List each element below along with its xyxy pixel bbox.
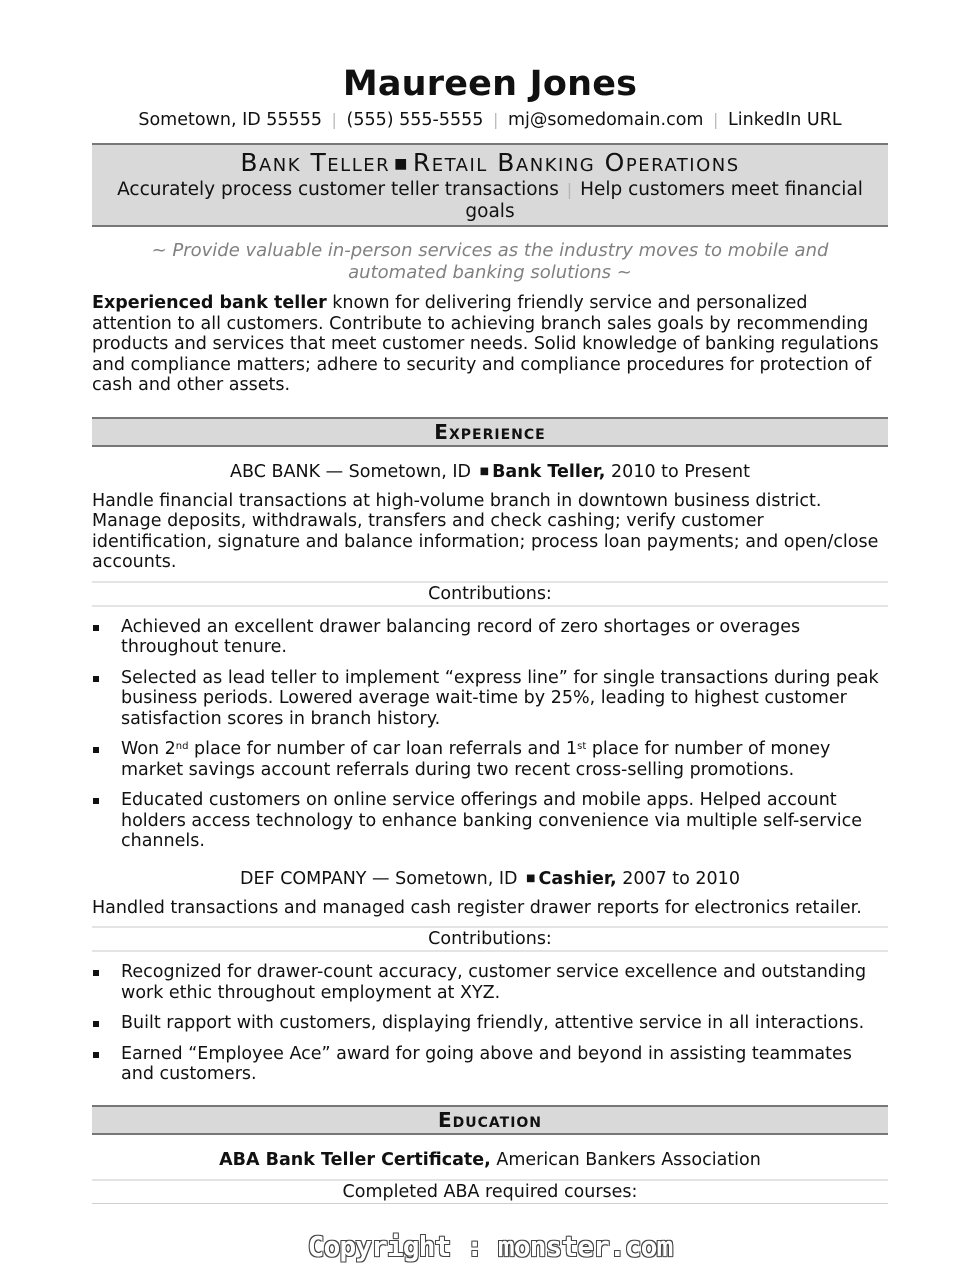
bullet-text	[121, 739, 830, 780]
headline-subtitle	[100, 179, 880, 223]
list-item	[92, 739, 888, 780]
education-heading: Education	[92, 1105, 888, 1135]
job-dates: 2007 to 2010	[622, 868, 740, 889]
contributions-list	[92, 617, 888, 852]
text-part: place for number of money market savings account referrals during two recent cross-selling promotions.	[121, 739, 831, 780]
contributions-list	[92, 962, 888, 1085]
ordinal-suffix: nd	[175, 741, 189, 752]
headline-separator: |	[566, 180, 573, 199]
square-bullet-icon	[93, 970, 99, 976]
summary-text: known for delivering friendly service and personalized attention to all customers. Contribute to achieving branch sales goals by recommending products and services that meet customer needs. Solid knowledge of banking regulations and compliance matters; adhere to security and compliance procedures for protection of cash and other assets.	[92, 293, 879, 395]
experience-heading: Experience	[92, 417, 888, 447]
list-item	[92, 617, 888, 658]
square-bullet-icon: ■	[526, 872, 536, 884]
contributions-label: Contributions:	[92, 581, 888, 607]
bullet-text: Earned “Employee Ace” award for going above and beyond in assisting teammates and customers.	[121, 1043, 852, 1084]
square-bullet-icon	[93, 676, 99, 682]
courses-label: Completed ABA required courses:	[92, 1179, 888, 1204]
tagline: ~ Provide valuable in-person services as the industry moves to mobile and automated banking solutions ~	[151, 240, 829, 283]
job-header	[92, 461, 888, 483]
contact-linkedin[interactable]: LinkedIn URL	[728, 110, 842, 130]
list-item	[92, 1044, 888, 1085]
square-bullet-icon: ■	[479, 465, 490, 477]
text-part: Won 2	[121, 739, 176, 759]
square-bullet-icon	[93, 625, 99, 631]
square-bullet-icon	[93, 1021, 99, 1027]
bullet-text: Achieved an excellent drawer balancing record of zero shortages or overages throughout tenure.	[121, 616, 801, 657]
contact-location: Sometown, ID 55555	[138, 110, 322, 130]
square-bullet-icon	[93, 1052, 99, 1058]
bullet-text: Educated customers on online service offerings and mobile apps. Helped account holders access technology to enhance banking convenience via multiple self-service channels.	[121, 790, 862, 851]
summary	[92, 293, 888, 396]
job-employer: DEF COMPANY — Sometown, ID	[240, 868, 518, 889]
list-item	[92, 668, 888, 730]
job-description: Handle financial transactions at high-volume branch in downtown business district. Manage deposits, withdrawals, transfers and check cashing; verify customer identification, signature and balance information; process loan payments; and open/close accounts.	[92, 490, 879, 572]
contact-phone: (555) 555-5555	[346, 110, 484, 130]
contact-line	[92, 108, 888, 132]
job-dates: 2010 to Present	[611, 461, 750, 482]
headline-banner	[92, 143, 888, 227]
summary-lead: Experienced bank teller	[92, 293, 327, 313]
bullet-text: Built rapport with customers, displaying friendly, attentive service in all interactions.	[121, 1013, 865, 1033]
job-title: Bank Teller,	[492, 461, 606, 482]
contact-separator: |	[331, 110, 337, 129]
education-entry	[92, 1149, 888, 1171]
job-title: Cashier,	[538, 868, 617, 889]
job-description: Handled transactions and managed cash register drawer reports for electronics retailer.	[92, 897, 862, 918]
square-bullet-icon	[93, 798, 99, 804]
headline-title-left: Bank Teller	[240, 148, 391, 177]
contributions-label: Contributions:	[92, 926, 888, 952]
job-header	[92, 868, 888, 890]
headline-title	[100, 148, 880, 179]
certificate-name: ABA Bank Teller Certificate,	[219, 1149, 491, 1170]
headline-sub-right: Help customers meet financial goals	[465, 179, 863, 222]
list-item	[92, 1013, 888, 1034]
text-part: place for number of car loan referrals and 1	[188, 739, 578, 759]
contact-separator: |	[713, 110, 719, 129]
headline-title-right: Retail Banking Operations	[412, 148, 740, 177]
copyright-watermark: Copyright : monster.com	[307, 1230, 673, 1263]
list-item	[92, 962, 888, 1003]
candidate-name: Maureen Jones	[342, 64, 638, 104]
square-bullet-icon: ■	[394, 156, 409, 172]
list-item	[92, 790, 888, 852]
contact-separator: |	[492, 110, 499, 129]
institution-name: American Bankers Association	[496, 1149, 761, 1170]
square-bullet-icon	[93, 747, 99, 753]
ordinal-suffix: st	[577, 741, 587, 752]
resume-page	[92, 0, 888, 1204]
job-employer: ABC BANK — Sometown, ID	[230, 461, 472, 482]
bullet-text: Recognized for drawer-count accuracy, customer service excellence and outstanding work ethic throughout employment at XYZ.	[121, 962, 867, 1003]
bullet-text: Selected as lead teller to implement “express line” for single transactions during peak business periods. Lowered average wait-time by 25%, leading to highest customer satisfaction scores in branch history.	[121, 667, 879, 729]
contact-email[interactable]: mj@somedomain.com	[507, 110, 704, 130]
headline-sub-left: Accurately process customer teller transactions	[117, 179, 559, 200]
